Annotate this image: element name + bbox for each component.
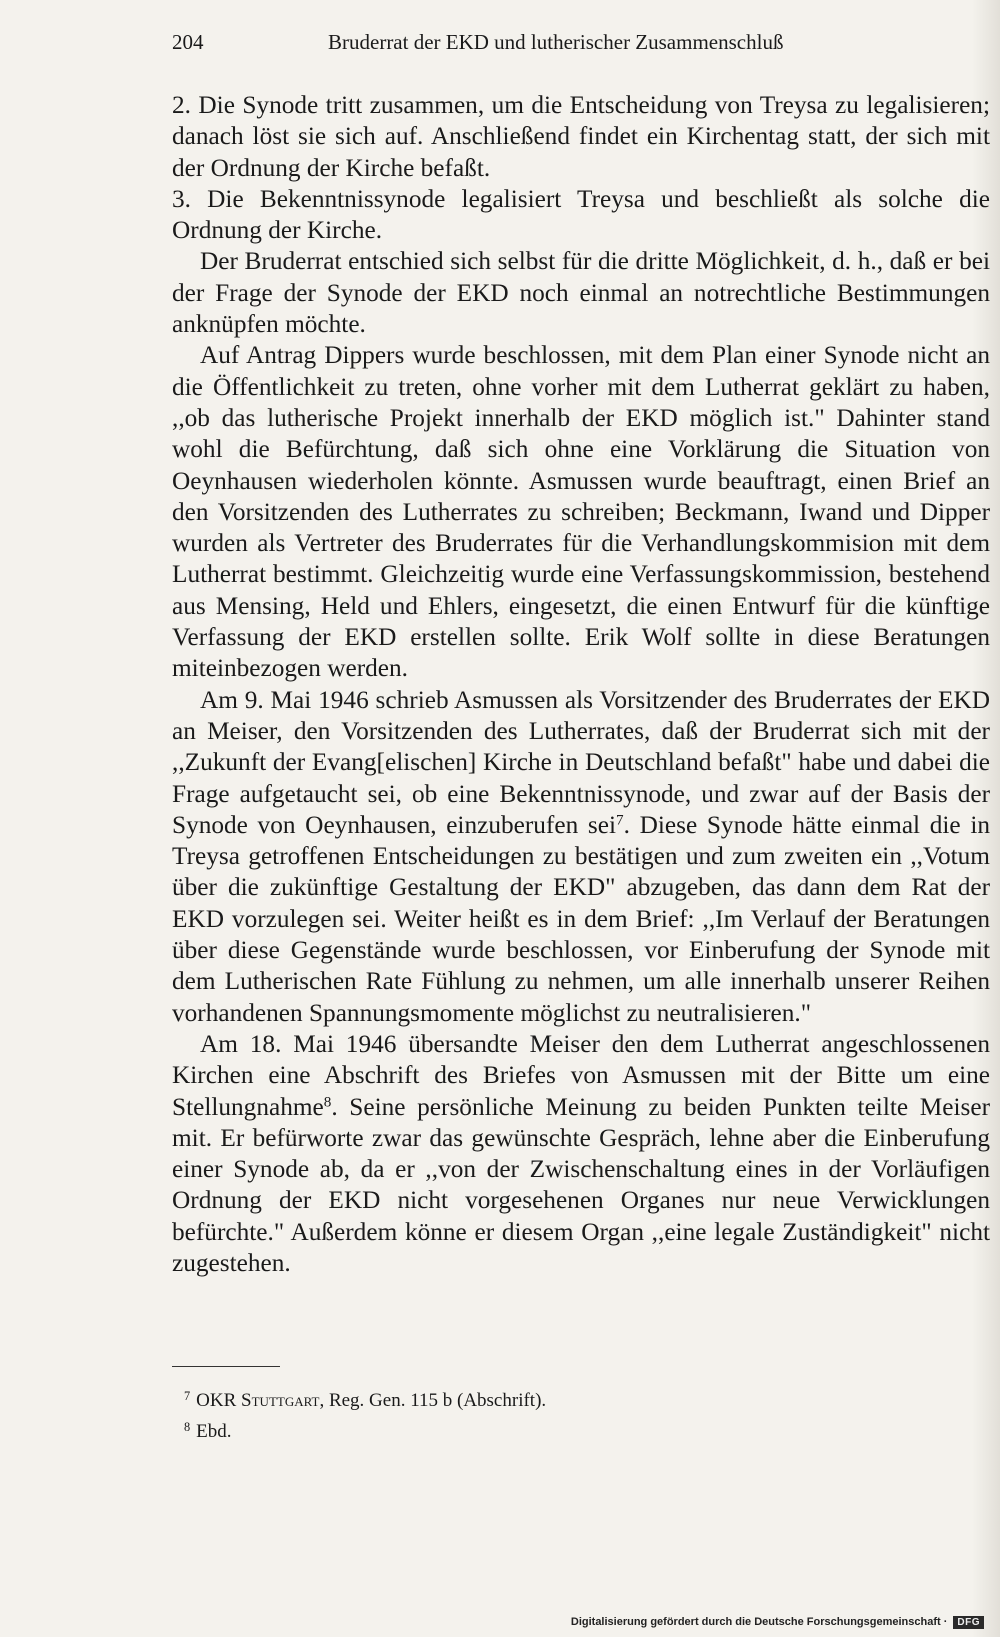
page-number: 204 xyxy=(172,30,204,54)
running-title: Bruderrat der EKD und lutherischer Zusammenschluß xyxy=(328,30,784,54)
paragraph-dipper-motion: Auf Antrag Dippers wurde beschlossen, mit dem Plan einer Synode nicht an die Öffentlichkeit zu treten, ohne vorher mit dem Lutherrat geklärt zu haben, ,,ob das lutherische Projekt innerhalb der EKD möglich ist." Dahinter stand wohl die Befürchtung, daß sich ohne eine Vorklärung die Situation von Oeynhausen wiederholen könnte. Asmussen wurde beauftragt, einen Brief an den Vorsitzenden des Lutherrates zu schreiben; Beckmann, Iwand und Dipper wurden als Vertreter des Bruderrates für die Verhandlungskommision mit dem Lutherrat bestimmt. Gleichzeitig wurde eine Verfassungskommission, bestehend aus Mensing, Held und Ehlers, eingesetzt, die einen Entwurf für die künftige Verfassung der EKD erstellen sollte. Erik Wolf sollte in diese Beratungen miteinbezogen werden. xyxy=(172,341,990,683)
footnotes xyxy=(184,1383,944,1445)
dfg-logo: DFG xyxy=(953,1616,984,1629)
paragraph-may-18-text-b: . Seine persönliche Meinung zu beiden Punkten teilte Meiser mit. Er befürworte zwar das gewünschte Gespräch, lehne aber die Einberufung einer Synode ab, da er ,,von der Zwischenschaltung eines in der Vorläufigen Ordnung der EKD nicht vorgesehenen Organes nur neue Verwicklungen befürchte." Außerdem könne er diesem Organ ,,eine legale Zuständigkeit" nicht zugestehen. xyxy=(172,1092,990,1277)
paragraph-may-9-text-a: Am 9. Mai 1946 schrieb Asmussen als Vorsitzender des Bruderrates der EKD an Meiser, den Vorsitzenden des Lutherrates, daß der Bruderrat sich mit der ,,Zukunft der Evang[elischen] Kirche in Deutschland befaßt" habe und dabei die Frage aufgetaucht sei, ob eine Bekenntnissynode, und zwar auf der Basis der Synode von Oeynhausen, einzuberufen sei xyxy=(172,685,990,839)
footnote-ref-8: 8 xyxy=(323,1093,332,1111)
footnote-number: 8 xyxy=(184,1420,191,1435)
funding-banner xyxy=(571,1613,984,1631)
footnote-text-rest: , Reg. Gen. 115 b (Abschrift). xyxy=(319,1390,547,1412)
paragraph-may-9-text-b: . Diese Synode hätte einmal die in Treysa getroffenen Entscheidungen zu bestätigen und zum zweiten ein ,,Votum über die zukünftige Gestaltung der EKD" abzugeben, das dann dem Rat der EKD vorzulegen sei. Weiter heißt es in dem Brief: ,,Im Verlauf der Beratungen über diese Gegenstände wurde beschlossen, vor Einberufung der Synode mit dem Lutherischen Rate Fühlung zu nehmen, um alle innerhalb unserer Reihen vorhandenen Spannungsmomente möglichst zu neutralisieren." xyxy=(172,810,990,1027)
footnote-8 xyxy=(184,1414,944,1445)
footnote-text: OKR xyxy=(196,1390,242,1412)
paragraph-may-18-text-a: Am 18. Mai 1946 übersandte Meiser den dem Lutherrat angeschlossenen Kirchen eine Abschrift des Briefes von Asmussen mit der Bitte um eine Stellungnahme xyxy=(172,1029,990,1121)
body-text xyxy=(172,90,990,1279)
paragraph-option-2: 2. Die Synode tritt zusammen, um die Entscheidung von Treysa zu legalisieren; danach löst sie sich auf. Anschließend findet ein Kirchentag statt, der sich mit der Ordnung der Kirche befaßt. xyxy=(172,91,990,182)
footnote-archive-name: Stuttgart xyxy=(241,1390,320,1412)
paragraph-may-18 xyxy=(172,1029,990,1279)
paragraph-may-9 xyxy=(172,685,990,1029)
funding-text: Digitalisierung gefördert durch die Deutsche Forschungsgemeinschaft · xyxy=(570,1616,948,1628)
page-header xyxy=(172,30,990,62)
footnote-number: 7 xyxy=(184,1389,191,1403)
footnote-ref-7: 7 xyxy=(616,811,624,829)
footnote-divider xyxy=(172,1366,280,1367)
paragraph-option-3: 3. Die Bekenntnissynode legalisiert Treysa und beschließt als solche die Ordnung der Kirche. xyxy=(172,184,990,245)
paragraph-bruderrat-decision: Der Bruderrat entschied sich selbst für die dritte Möglichkeit, d. h., daß er bei der Frage der Synode der EKD noch einmal an notrechtliche Bestimmungen anknüpfen möchte. xyxy=(172,247,990,339)
footnote-7 xyxy=(184,1383,944,1414)
footnote-text: Ebd. xyxy=(196,1421,232,1443)
